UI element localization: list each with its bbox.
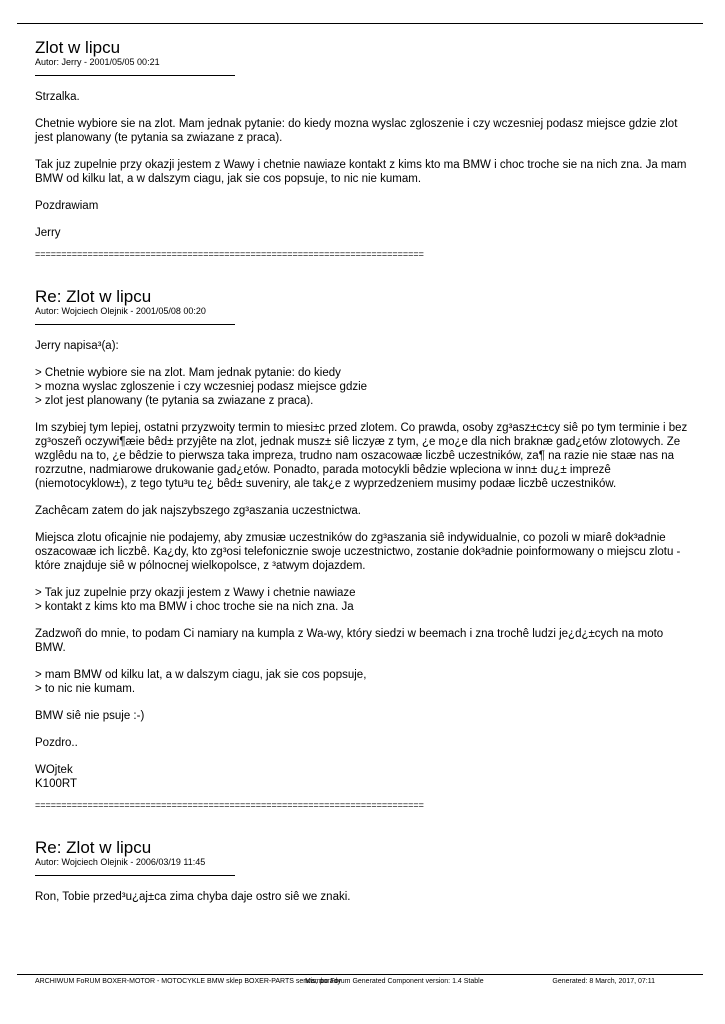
post-paragraph: Zadzwoñ do mnie, to podam Ci namiary na kumpla z Wa-wy, który siedzi w beemach i zna trochê ludzi je¿d¿±cych na moto BMW. [35,628,664,654]
meta-divider [35,324,235,325]
post-body [35,90,695,240]
post-paragraph: Ron, Tobie przed³u¿aj±ca zima chyba daje ostro siê we znaki. [35,891,351,903]
post-separator: ========================================================================== [35,800,424,810]
quoted-text: > mam BMW od kilku lat, a w dalszym ciagu, jak sie cos popsuje, > to nic nie kumam. [35,669,367,695]
quoted-text: > Tak juz zupelnie przy okazji jestem z Wawy i chetnie nawiaze > kontakt z kims kto ma BMW i choc troche sie na nich zna. Ja [35,587,356,613]
quoted-text: > Chetnie wybiore sie na zlot. Mam jednak pytanie: do kiedy > mozna wyslac zgloszenie i czy wczesniej podasz miejsce gdzie > zlot jest planowany (te pytania sa zwiazane z praca). [35,367,368,407]
forum-post [35,287,695,810]
post-paragraph: Pozdrawiam [35,200,99,212]
post-paragraph: Miejsca zlotu oficajnie nie podajemy, aby zmusiæ uczestników do zg³aszania siê indywidualnie, co pozoli w miarê dok³adnie oszacowaæ ich liczbê. Ka¿dy, kto zg³osi telefonicznie swoje uczestnictwo, zostanie dok³adnie poinformowany o miejscu zlotu - które znajduje siê w pólnocnej wielkopolsce, z ³atwym dojazdem. [35,532,681,572]
post-paragraph: Jerry napisa³(a): [35,340,119,352]
top-rule [17,23,703,24]
post-paragraph: Tak juz zupelnie przy okazji jestem z Wawy i chetnie nawiaze kontakt z kims kto ma BMW i choc troche sie na nich zna. Ja mam BMW od kilku lat, a w dalszym ciagu, jak sie cos popsuje, to nic nie kumam. [35,159,687,185]
forum-post [35,838,695,904]
post-signature: WOjtek K100RT [35,764,77,790]
bottom-rule [17,974,703,975]
footer-generated-date: Generated: 8 March, 2017, 07:11 [552,978,655,985]
post-title: Zlot w lipcu [35,38,121,57]
post-author-date: Autor: Wojciech Olejnik - 2006/03/19 11:45 [35,857,206,867]
post-paragraph: Zachêcam zatem do jak najszybszego zg³aszania uczestnictwa. [35,505,361,517]
post-author-date: Autor: Wojciech Olejnik - 2001/05/08 00:20 [35,306,206,316]
post-body [35,890,695,904]
post-title: Re: Zlot w lipcu [35,287,152,306]
post-paragraph: BMW siê nie psuje :-) [35,710,145,722]
post-body [35,339,695,791]
post-paragraph: Strzalka. [35,91,80,103]
post-title: Re: Zlot w lipcu [35,838,152,857]
footer-site-name: ARCHIWUM FoRUM BOXER-MOTOR - MOTOCYKLE BMW sklep BOXER-PARTS serwis, porady [35,978,341,985]
post-paragraph: Chetnie wybiore sie na zlot. Mam jednak pytanie: do kiedy mozna wyslac zgloszenie i czy wczesniej podasz miejsce gdzie zlot jest planowany (te pytania sa zwiazane z praca). [35,118,678,144]
post-paragraph: Pozdro.. [35,737,78,749]
forum-thread [35,38,695,917]
post-separator: ========================================================================== [35,249,424,259]
footer-component-version: Mambo Forum Generated Component version: 1.4 Stable [305,978,484,985]
meta-divider [35,875,235,876]
forum-post [35,38,695,259]
meta-divider [35,75,235,76]
post-paragraph: Jerry [35,227,61,239]
post-author-date: Autor: Jerry - 2001/05/05 00:21 [35,57,160,67]
post-paragraph: Im szybiej tym lepiej, ostatni przyzwoity termin to miesi±c przed zlotem. Co prawda, osoby zg³asz±c±cy siê po tym terminie i bez zg³oszeñ oczywi¶æie bêd± przyjête na zlot, jednak musz± siê liczyæ z tym, ¿e mo¿e dla nich braknæ gad¿etów zlotowych. Ze wzglêdu na to, ¿e bêdzie to pierwsza taka impreza, trudno nam oszacowaæ liczbê uczestników, za¶ na razie nie staæ nas na rozrzutne, nadmiarowe drukowanie gad¿etów. Ponadto, parada motocykli bêdzie wpleciona w inn± du¿± imprezê (niemotocyklow±), z tego tytu³u te¿ bêd± suveniry, ale tak¿e z wyprzedzeniem musimy podaæ liczbê uczestników. [35,422,688,490]
